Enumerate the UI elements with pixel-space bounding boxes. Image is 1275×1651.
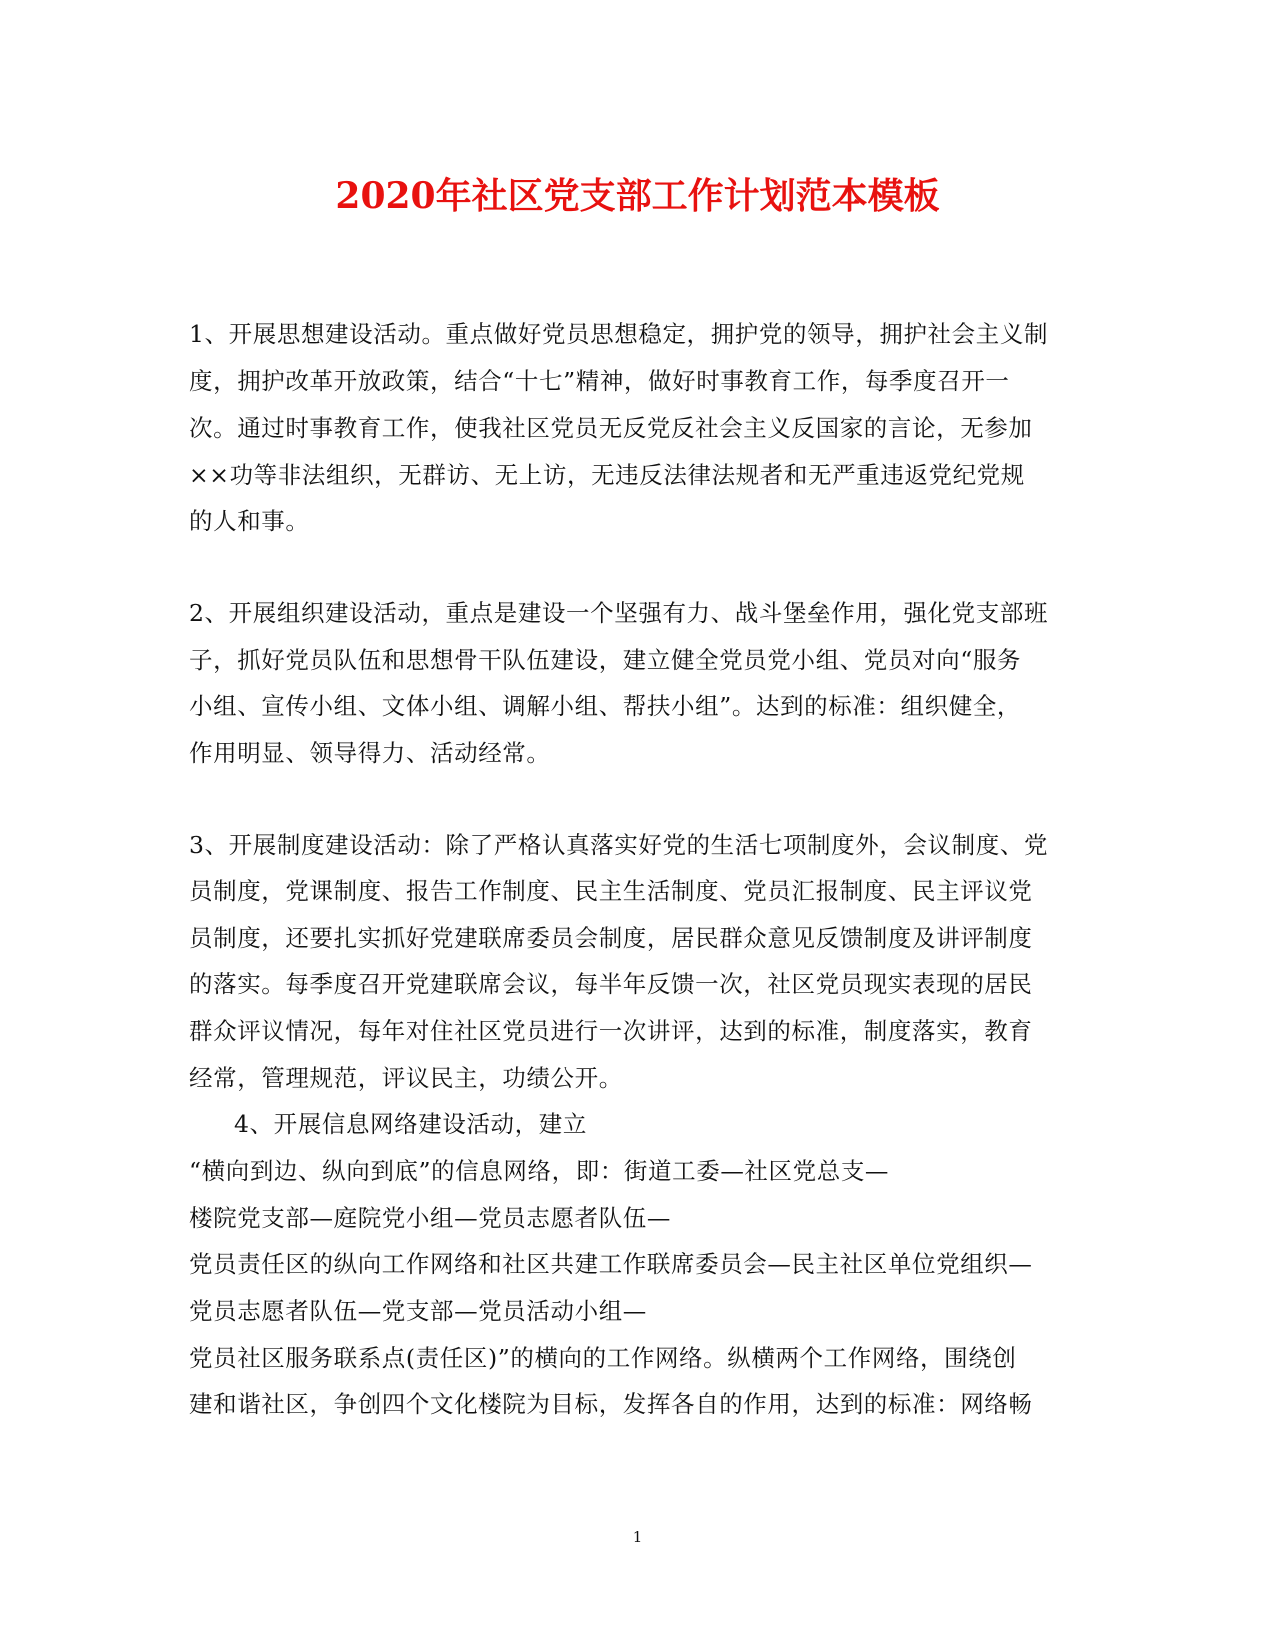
paragraph-1-line-4: ××功等非法组织，无群访、无上访，无违反法律法规者和无严重违返党纪党规: [189, 461, 1025, 489]
page-number: 1: [632, 1528, 643, 1546]
paragraph-4-line-3: 楼院党支部—庭院党小组—党员志愿者队伍—: [189, 1204, 671, 1232]
paragraph-4-line-2: “横向到边、纵向到底”的信息网络，即：街道工委—社区党总支—: [189, 1157, 890, 1185]
paragraph-3-line-4: 的落实。每季度召开党建联席会议，每半年反馈一次，社区党员现实表现的居民: [189, 970, 1033, 998]
paragraph-4-line-7: 建和谐社区，争创四个文化楼院为目标，发挥各自的作用，达到的标准：网络畅: [189, 1390, 1033, 1418]
document-title: 2020年社区党支部工作计划范本模板: [335, 175, 940, 217]
paragraph-3-line-1: 3、开展制度建设活动：除了严格认真落实好党的生活七项制度外，会议制度、党: [189, 831, 1049, 859]
paragraph-4-line-6: 党员社区服务联系点(责任区)”的横向的工作网络。纵横两个工作网络，围绕创: [189, 1344, 1017, 1372]
paragraph-2-line-1: 2、开展组织建设活动，重点是建设一个坚强有力、战斗堡垒作用，强化党支部班: [189, 599, 1049, 627]
paragraph-1-line-2: 度，拥护改革开放政策，结合“十七”精神，做好时事教育工作，每季度召开一: [189, 367, 1010, 395]
paragraph-1-line-5: 的人和事。: [189, 507, 310, 535]
paragraph-1-line-1: 1、开展思想建设活动。重点做好党员思想稳定，拥护党的领导，拥护社会主义制: [189, 320, 1049, 348]
paragraph-2-line-2: 子，抓好党员队伍和思想骨干队伍建设，建立健全党员党小组、党员对向“服务: [189, 646, 1022, 674]
paragraph-3-line-2: 员制度，党课制度、报告工作制度、民主生活制度、党员汇报制度、民主评议党: [189, 877, 1033, 905]
paragraph-1-line-3: 次。通过时事教育工作，使我社区党员无反党反社会主义反国家的言论，无参加: [189, 414, 1033, 442]
paragraph-4-line-4: 党员责任区的纵向工作网络和社区共建工作联席委员会—民主社区单位党组织—: [189, 1250, 1033, 1278]
paragraph-3-line-3: 员制度，还要扎实抓好党建联席委员会制度，居民群众意见反馈制度及讲评制度: [189, 924, 1033, 952]
paragraph-2-line-4: 作用明显、领导得力、活动经常。: [189, 739, 551, 767]
paragraph-3-line-5: 群众评议情况，每年对住社区党员进行一次讲评，达到的标准，制度落实，教育: [189, 1017, 1033, 1045]
paragraph-4-line-1: 4、开展信息网络建设活动，建立: [234, 1110, 587, 1138]
paragraph-2-line-3: 小组、宣传小组、文体小组、调解小组、帮扶小组”。达到的标准：组织健全，: [189, 692, 1022, 720]
paragraph-4-line-5: 党员志愿者队伍—党支部—党员活动小组—: [189, 1297, 647, 1325]
paragraph-3-line-6: 经常，管理规范，评议民主，功绩公开。: [189, 1064, 623, 1092]
